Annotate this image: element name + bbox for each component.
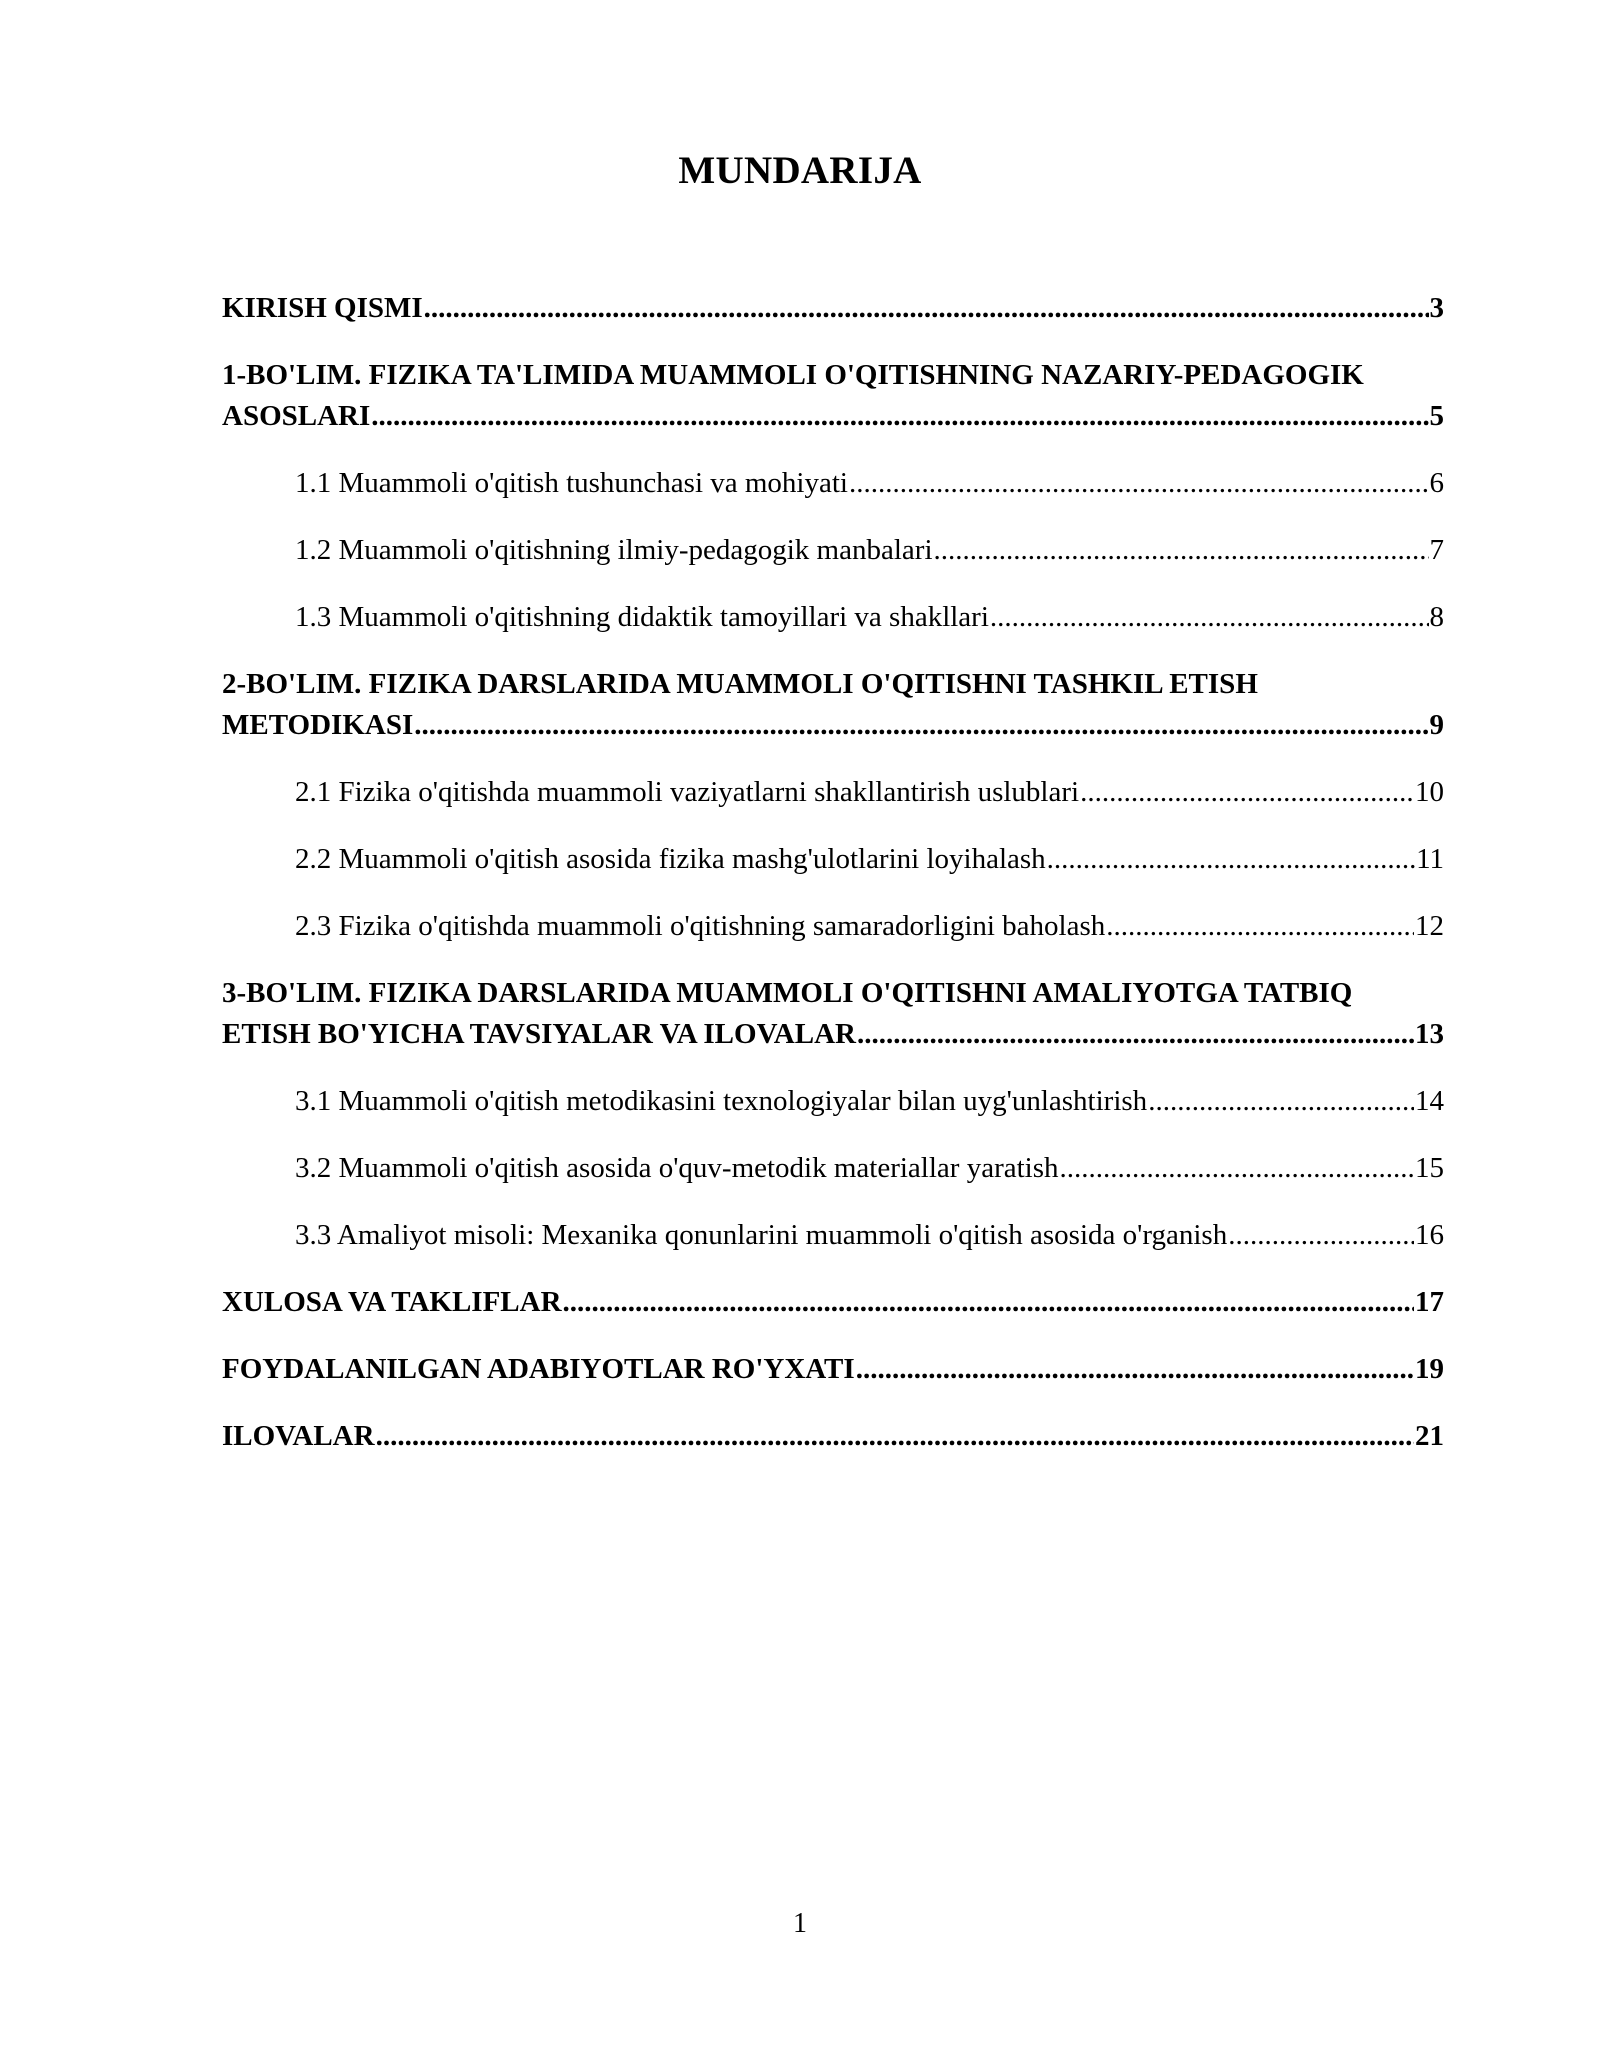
toc-subsection-entry[interactable]: [222, 463, 1444, 504]
toc-entry-title: ETISH BO'YICHA TAVSIYALAR VA ILOVALAR: [222, 1018, 856, 1050]
toc-entry-row: [222, 288, 1444, 329]
dot-leader: [1148, 1081, 1414, 1122]
toc-entry-title: 3.2 Muammoli o'qitish asosida o'quv-metodik materiallar yaratish: [295, 1152, 1059, 1184]
toc-entry-page-number: 19: [1415, 1353, 1444, 1385]
toc-section-entry[interactable]: [222, 355, 1444, 437]
toc-subsection-entry[interactable]: [222, 906, 1444, 947]
toc-entry-title: 1.2 Muammoli o'qitishning ilmiy-pedagogik manbalari: [295, 534, 933, 566]
dot-leader: [1228, 1215, 1414, 1256]
page-number: 1: [793, 1908, 807, 1939]
toc-entry-page-number: 9: [1429, 709, 1444, 741]
document-title: MUNDARIJA: [678, 149, 922, 192]
toc-subsection-entry[interactable]: [222, 530, 1444, 571]
toc-entry-row: [295, 463, 1444, 504]
toc-entry-title: 1.1 Muammoli o'qitish tushunchasi va mohiyati: [295, 467, 848, 499]
dot-leader: [856, 1349, 1414, 1390]
toc-entry-page-number: 16: [1415, 1219, 1444, 1251]
dot-leader: [424, 288, 1429, 329]
toc-entry-row: [222, 396, 1444, 437]
dot-leader: [1060, 1148, 1414, 1189]
toc-entry-row: [222, 705, 1444, 746]
toc-entry-row: [295, 597, 1444, 638]
toc-entry-title: 3.1 Muammoli o'qitish metodikasini texnologiyalar bilan uyg'unlashtirish: [295, 1085, 1148, 1117]
toc-section-entry[interactable]: [222, 1282, 1444, 1323]
toc-subsection-entry[interactable]: [222, 597, 1444, 638]
toc-section-entry[interactable]: [222, 1349, 1444, 1390]
toc-subsection-entry[interactable]: [222, 1215, 1444, 1256]
toc-subsection-entry[interactable]: [222, 1148, 1444, 1189]
toc-entry-row: [222, 1416, 1444, 1457]
toc-entry-page-number: 5: [1429, 400, 1444, 432]
toc-entry-title: KIRISH QISMI: [222, 292, 423, 324]
dot-leader: [1047, 839, 1415, 880]
toc-entry-title: 2.2 Muammoli o'qitish asosida fizika mashg'ulotlarini loyihalash: [295, 843, 1046, 875]
toc-entry-page-number: 10: [1415, 776, 1444, 808]
toc-entry-title-line: 3-BO'LIM. FIZIKA DARSLARIDA MUAMMOLI O'QITISHNI AMALIYOTGA TATBIQ: [222, 977, 1353, 1009]
toc-entry-page-number: 21: [1415, 1420, 1444, 1452]
toc-subsection-entry[interactable]: [222, 1081, 1444, 1122]
toc-section-entry[interactable]: [222, 973, 1444, 1055]
toc-entry-title: XULOSA VA TAKLIFLAR: [222, 1286, 562, 1318]
dot-leader: [376, 1416, 1414, 1457]
toc-entry-row: [295, 839, 1444, 880]
dot-leader: [934, 530, 1429, 571]
dot-leader: [414, 705, 1428, 746]
toc-subsection-entry[interactable]: [222, 839, 1444, 880]
dot-leader: [990, 597, 1429, 638]
toc-entry-title: 3.3 Amaliyot misoli: Mexanika qonunlarini muammoli o'qitish asosida o'rganish: [295, 1219, 1228, 1251]
toc-entry-page-number: 13: [1415, 1018, 1444, 1050]
toc-entry-title: FOYDALANILGAN ADABIYOTLAR RO'YXATI: [222, 1353, 855, 1385]
toc-section-entry[interactable]: [222, 1416, 1444, 1457]
toc-entry-title: METODIKASI: [222, 709, 414, 741]
toc-entry-page-number: 12: [1415, 910, 1444, 942]
toc-entry-page-number: 6: [1429, 467, 1444, 499]
dot-leader: [849, 463, 1429, 504]
toc-entry-row: [222, 1014, 1444, 1055]
toc-entry-row: [222, 1349, 1444, 1390]
toc-entry-page-number: 17: [1415, 1286, 1444, 1318]
toc-entry-title-line: 2-BO'LIM. FIZIKA DARSLARIDA MUAMMOLI O'QITISHNI TASHKIL ETISH: [222, 668, 1258, 700]
toc-entry-title: 2.1 Fizika o'qitishda muammoli vaziyatlarni shakllantirish uslublari: [295, 776, 1080, 808]
toc-entry-title: ASOSLARI: [222, 400, 371, 432]
toc-entry-row: [295, 1215, 1444, 1256]
toc-entry-page-number: 8: [1429, 601, 1444, 633]
toc-entry-page-number: 3: [1429, 292, 1444, 324]
dot-leader: [857, 1014, 1414, 1055]
toc-entry-title-line: 1-BO'LIM. FIZIKA TA'LIMIDA MUAMMOLI O'QITISHNING NAZARIY-PEDAGOGIK: [222, 359, 1364, 391]
toc-entry-page-number: 15: [1415, 1152, 1444, 1184]
toc-entry-page-number: 14: [1415, 1085, 1444, 1117]
table-of-contents: [222, 288, 1444, 1483]
dot-leader: [1106, 906, 1414, 947]
toc-entry-title: ILOVALAR: [222, 1420, 375, 1452]
toc-entry-row: [222, 1282, 1444, 1323]
toc-section-entry[interactable]: [222, 288, 1444, 329]
toc-entry-page-number: 7: [1429, 534, 1444, 566]
toc-subsection-entry[interactable]: [222, 772, 1444, 813]
toc-entry-title: 2.3 Fizika o'qitishda muammoli o'qitishning samaradorligini baholash: [295, 910, 1106, 942]
toc-entry-row: [295, 906, 1444, 947]
toc-entry-row: [295, 530, 1444, 571]
toc-entry-row: [295, 1148, 1444, 1189]
toc-entry-row: [295, 1081, 1444, 1122]
toc-entry-title: 1.3 Muammoli o'qitishning didaktik tamoyillari va shakllari: [295, 601, 989, 633]
toc-section-entry[interactable]: [222, 664, 1444, 746]
toc-entry-row: [295, 772, 1444, 813]
toc-entry-page-number: 11: [1416, 843, 1444, 875]
dot-leader: [371, 396, 1428, 437]
dot-leader: [1080, 772, 1414, 813]
dot-leader: [563, 1282, 1414, 1323]
